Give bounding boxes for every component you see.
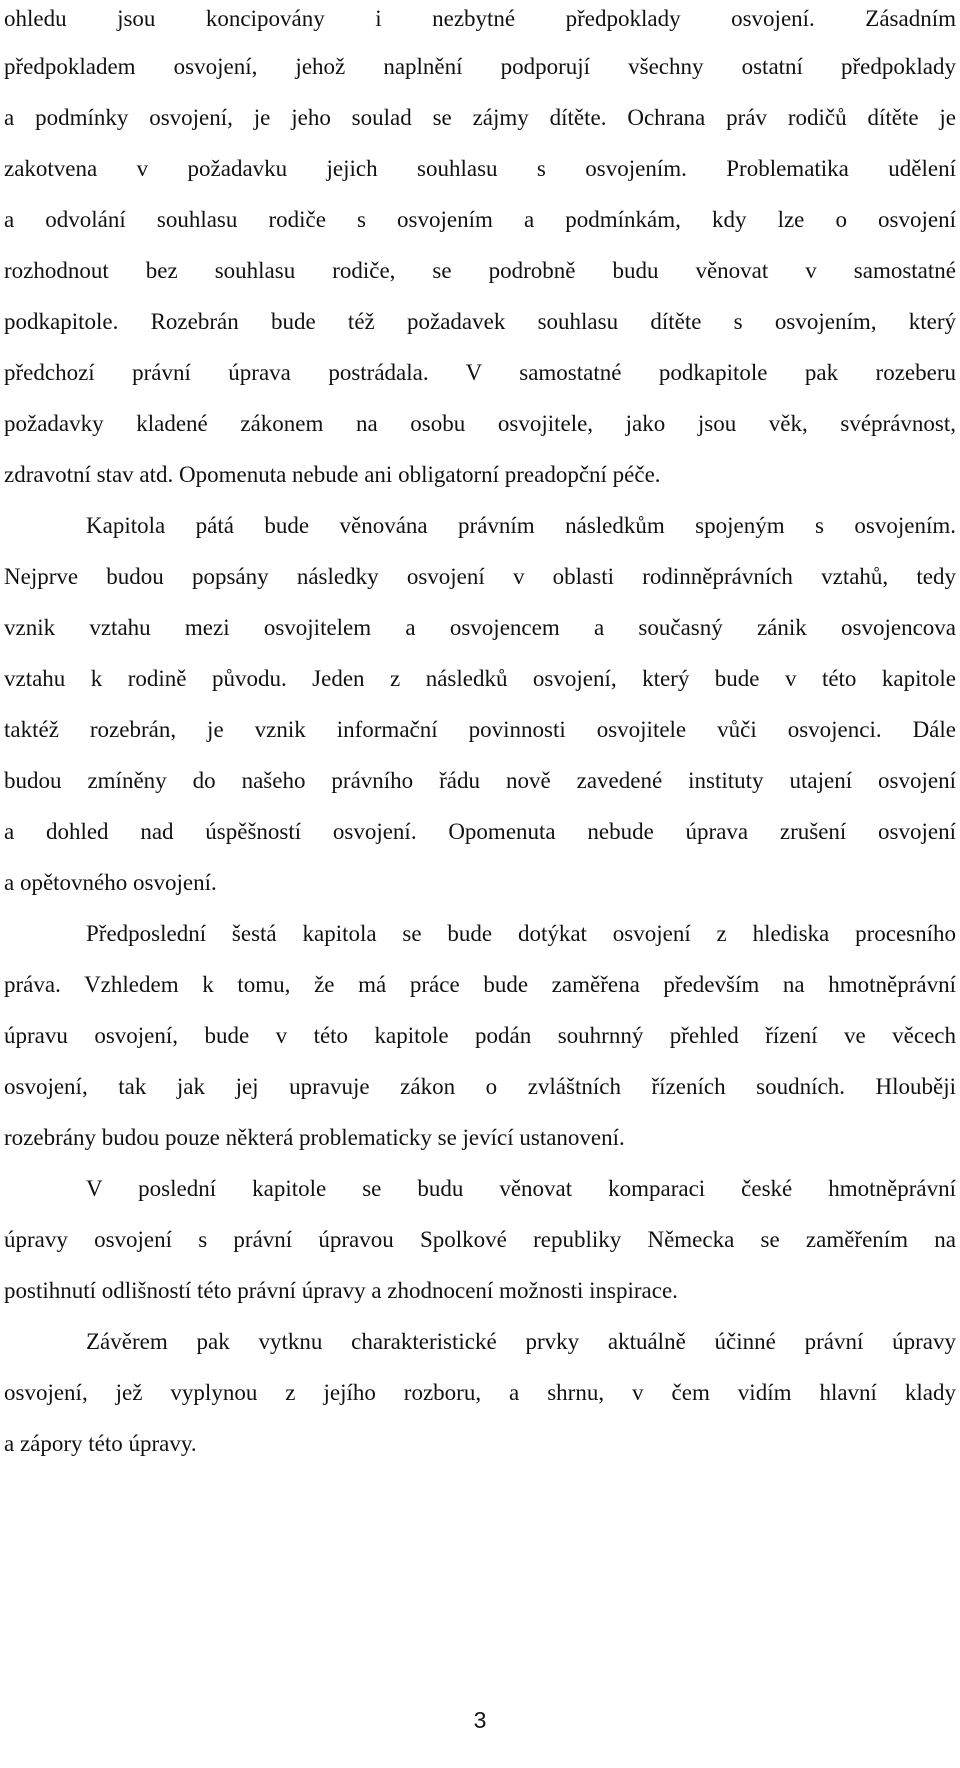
text-line: požadavky kladené zákonem na osobu osvojitele, jako jsou věk, svéprávnost, <box>4 411 956 436</box>
text-line: taktéž rozebrán, je vznik informační povinnosti osvojitele vůči osvojenci. Dále <box>4 717 956 742</box>
text-line: osvojení, jež vyplynou z jejího rozboru, a shrnu, v čem vidím hlavní klady <box>4 1380 956 1405</box>
text-line: podkapitole. Rozebrán bude též požadavek souhlasu dítěte s osvojením, který <box>4 309 956 334</box>
text-line: Nejprve budou popsány následky osvojení v oblasti rodinněprávních vztahů, tedy <box>4 564 956 589</box>
text-line: předpokladem osvojení, jehož naplnění podporují všechny ostatní předpoklady <box>4 54 956 79</box>
text-line: budou zmíněny do našeho právního řádu nově zavedené instituty utajení osvojení <box>4 768 956 793</box>
text-line: předchozí právní úprava postrádala. V samostatné podkapitole pak rozeberu <box>4 360 956 385</box>
text-line: zdravotní stav atd. Opomenuta nebude ani obligatorní preadopční péče. <box>4 462 661 487</box>
text-line: a odvolání souhlasu rodiče s osvojením a podmínkám, kdy lze o osvojení <box>4 207 956 232</box>
text-line: práva. Vzhledem k tomu, že má práce bude zaměřena především na hmotněprávní <box>4 972 956 997</box>
paragraph-3 <box>4 914 956 1169</box>
text-line: postihnutí odlišností této právní úpravy a zhodnocení možnosti inspirace. <box>4 1278 678 1303</box>
text-line: Předposlední šestá kapitola se bude dotýkat osvojení z hlediska procesního <box>86 921 956 946</box>
text-line: úpravy osvojení s právní úpravou Spolkové republiky Německa se zaměřením na <box>4 1227 956 1252</box>
text-line: vznik vztahu mezi osvojitelem a osvojencem a současný zánik osvojencova <box>4 615 956 640</box>
text-line: zakotvena v požadavku jejich souhlasu s osvojením. Problematika udělení <box>4 156 956 181</box>
text-line: úpravu osvojení, bude v této kapitole podán souhrnný přehled řízení ve věcech <box>4 1023 956 1048</box>
body-text <box>4 0 956 1475</box>
page-number: 3 <box>473 1707 487 1733</box>
text-line: vztahu k rodině původu. Jeden z následků osvojení, který bude v této kapitole <box>4 666 956 691</box>
text-line: Závěrem pak vytknu charakteristické prvky aktuálně účinné právní úpravy <box>86 1329 956 1354</box>
text-line: a zápory této úpravy. <box>4 1431 197 1456</box>
text-line: a dohled nad úspěšností osvojení. Opomenuta nebude úprava zrušení osvojení <box>4 819 956 844</box>
paragraph-1 <box>4 0 956 506</box>
text-line: rozhodnout bez souhlasu rodiče, se podrobně budu věnovat v samostatné <box>4 258 956 283</box>
text-line: Kapitola pátá bude věnována právním následkům spojeným s osvojením. <box>86 513 956 538</box>
text-line: rozebrány budou pouze některá problematicky se jevící ustanovení. <box>4 1125 625 1150</box>
text-line: V poslední kapitole se budu věnovat komparaci české hmotněprávní <box>86 1176 956 1201</box>
paragraph-4 <box>4 1169 956 1322</box>
text-line: osvojení, tak jak jej upravuje zákon o zvláštních řízeních soudních. Hlouběji <box>4 1074 956 1099</box>
text-line: ohledu jsou koncipovány i nezbytné předpoklady osvojení. Zásadním <box>4 6 956 31</box>
paragraph-5 <box>4 1322 956 1475</box>
text-line: a podmínky osvojení, je jeho soulad se zájmy dítěte. Ochrana práv rodičů dítěte je <box>4 105 956 130</box>
text-line: a opětovného osvojení. <box>4 870 217 895</box>
paragraph-2 <box>4 506 956 914</box>
